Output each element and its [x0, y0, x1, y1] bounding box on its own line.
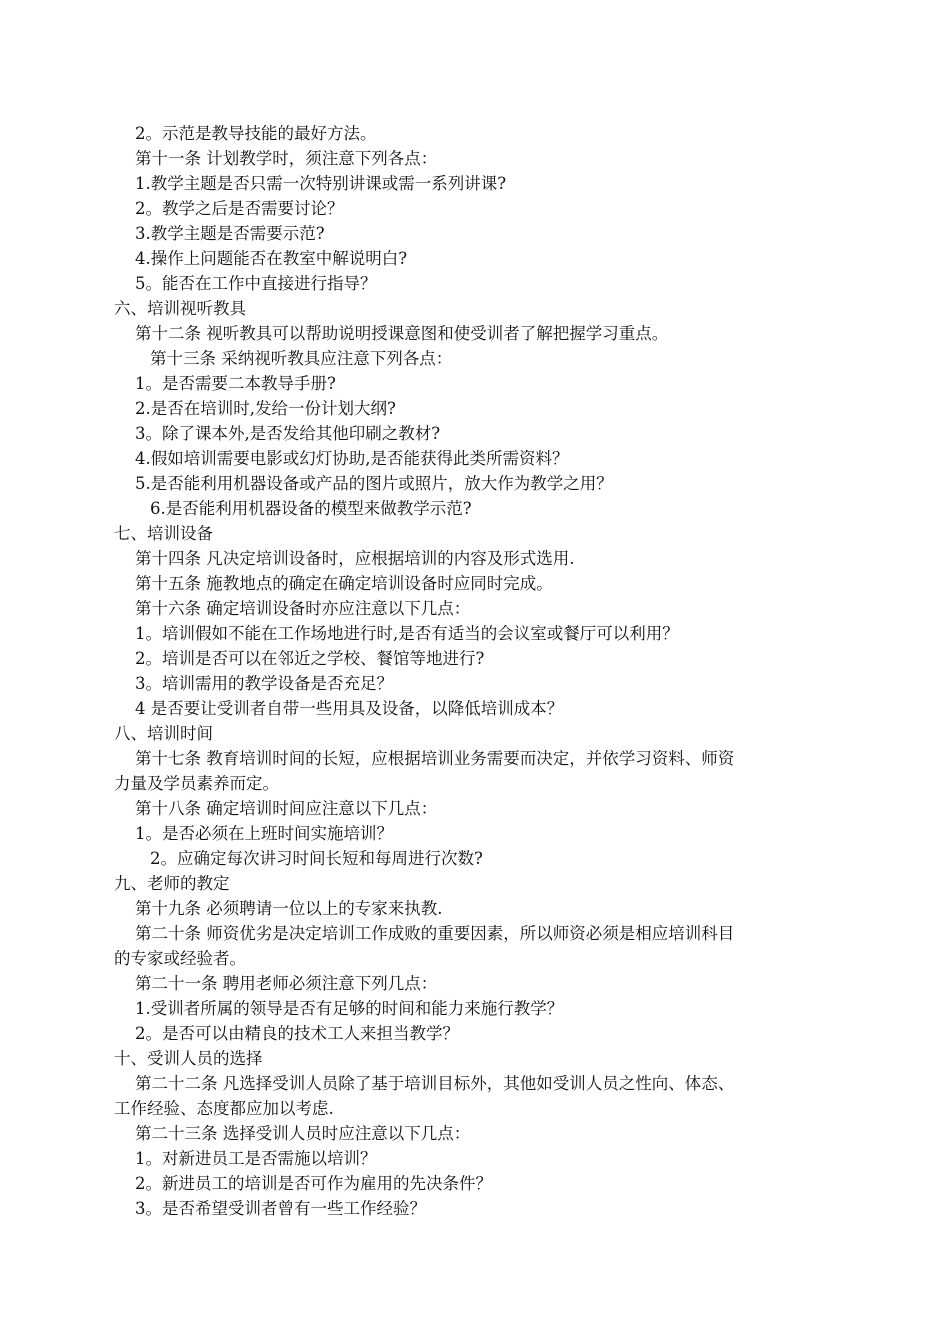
text-line: 4.操作上问题能否在教室中解说明白?	[135, 249, 408, 268]
text-line: 第十五条 施教地点的确定在确定培训设备时应同时完成。	[135, 574, 553, 593]
text-line: 第十六条 确定培训设备时亦应注意以下几点：	[135, 599, 471, 618]
text-line: 2。培训是否可以在邻近之学校、餐馆等地进行?	[135, 649, 485, 668]
text-line: 第二十三条 选择受训人员时应注意以下几点：	[135, 1124, 471, 1143]
text-line: 4 是否要让受训者自带一些用具及设备，以降低培训成本？	[135, 699, 564, 718]
text-line: 第十二条 视听教具可以帮助说明授课意图和使受训者了解把握学习重点。	[135, 324, 669, 343]
text-line: 1。对新进员工是否需施以培训？	[135, 1149, 377, 1168]
text-line: 3。培训需用的教学设备是否充足？	[135, 674, 393, 693]
text-line: 六、培训视听教具	[114, 299, 246, 318]
text-line: 5。能否在工作中直接进行指导？	[135, 274, 377, 293]
text-line: 4.假如培训需要电影或幻灯协助,是否能获得此类所需资料？	[135, 449, 569, 468]
text-line: 第二十一条 聘用老师必须注意下列几点：	[135, 974, 438, 993]
text-line: 1。是否需要二本教导手册?	[135, 374, 336, 393]
text-line: 第十九条 必须聘请一位以上的专家来执教.	[135, 899, 443, 918]
text-line: 第十一条 计划教学时，须注意下列各点：	[135, 149, 438, 168]
text-line: 2.是否在培训时,发给一份计划大纲?	[135, 399, 396, 418]
text-line: 1.受训者所属的领导是否有足够的时间和能力来施行教学？	[135, 999, 564, 1018]
text-line: 1。培训假如不能在工作场地进行时,是否有适当的会议室或餐厅可以利用？	[135, 624, 679, 643]
text-line: 1。是否必须在上班时间实施培训？	[135, 824, 393, 843]
text-line: 3.教学主题是否需要示范?	[135, 224, 325, 243]
text-line: 力量及学员素养而定。	[114, 774, 279, 793]
text-line: 2。教学之后是否需要讨论？	[135, 199, 344, 218]
text-line: 八、培训时间	[114, 724, 213, 743]
text-line: 2。示范是教导技能的最好方法。	[135, 124, 377, 143]
text-line: 第十三条 采纳视听教具应注意下列各点：	[150, 349, 453, 368]
text-line: 第十八条 确定培训时间应注意以下几点：	[135, 799, 438, 818]
text-line: 2。应确定每次讲习时间长短和每周进行次数?	[150, 849, 483, 868]
text-line: 工作经验、态度都应加以考虑.	[114, 1099, 334, 1118]
text-line: 3。除了课本外,是否发给其他印刷之教材?	[135, 424, 441, 443]
text-line: 第十七条 教育培训时间的长短，应根据培训业务需要而决定，并依学习资料、师资	[135, 749, 735, 768]
text-line: 十、受训人员的选择	[114, 1049, 263, 1068]
text-line: 5.是否能利用机器设备或产品的图片或照片，放大作为教学之用？	[135, 474, 613, 493]
text-line: 第二十条 师资优劣是决定培训工作成败的重要因素，所以师资必须是相应培训科目	[135, 924, 735, 943]
text-line: 6.是否能利用机器设备的模型来做教学示范?	[150, 499, 472, 518]
text-line: 七、培训设备	[114, 524, 213, 543]
text-line: 1.教学主题是否只需一次特别讲课或需一系列讲课?	[135, 174, 507, 193]
text-line: 九、老师的教定	[114, 874, 230, 893]
text-line: 2。是否可以由精良的技术工人来担当教学？	[135, 1024, 459, 1043]
document-body	[114, 121, 838, 1221]
text-line: 2。新进员工的培训是否可作为雇用的先决条件？	[135, 1174, 492, 1193]
text-line: 3。是否希望受训者曾有一些工作经验？	[135, 1199, 426, 1218]
text-line: 第十四条 凡决定培训设备时，应根据培训的内容及形式选用.	[135, 549, 575, 568]
text-line: 第二十二条 凡选择受训人员除了基于培训目标外，其他如受训人员之性向、体态、	[135, 1074, 735, 1093]
text-line: 的专家或经验者。	[114, 949, 246, 968]
